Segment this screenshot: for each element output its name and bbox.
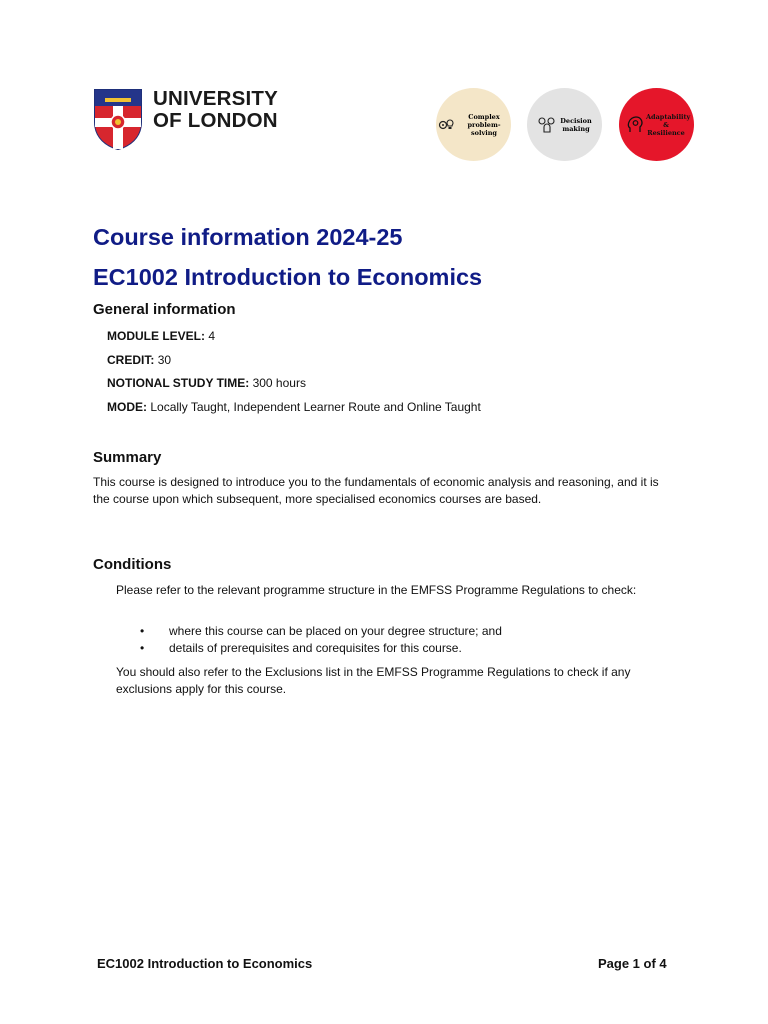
- logo-line-1: UNIVERSITY: [153, 87, 279, 110]
- mode-value: Locally Taught, Independent Learner Route and Online Taught: [150, 400, 481, 414]
- module-level-row: [107, 329, 215, 343]
- badge-adaptability-resilience: [619, 88, 694, 161]
- crest-icon: [93, 88, 143, 150]
- summary-text: This course is designed to introduce you to the fundamentals of economic analysis and reasoning, and it is the course upon which subsequent, more specialised economics courses are based.: [93, 475, 659, 506]
- study-time-value: 300 hours: [252, 376, 306, 390]
- badge-label: Complex problem-solving: [467, 112, 501, 137]
- module-level-label: MODULE LEVEL:: [107, 329, 205, 343]
- module-level-value: 4: [208, 329, 216, 343]
- conditions-intro: Please refer to the relevant programme structure in the EMFSS Programme Regulations to check:: [116, 583, 637, 597]
- general-info-heading: General information: [93, 301, 236, 318]
- credit-row: [107, 353, 171, 367]
- gears-bulb-icon: [438, 117, 456, 133]
- footer-page-number: Page 1 of 4: [598, 956, 667, 971]
- list-item: [140, 624, 502, 638]
- list-item-text: details of prerequisites and corequisites for this course.: [169, 641, 462, 655]
- summary-heading: Summary: [93, 449, 162, 466]
- head-gear-icon: [627, 116, 643, 134]
- mode-row: [107, 400, 481, 414]
- page-title: Course information 2024-25: [93, 224, 403, 250]
- bullet-icon: •: [140, 641, 145, 655]
- credit-label: CREDIT:: [107, 353, 155, 367]
- badge-label: Decision making: [560, 116, 592, 133]
- footer-course: EC1002 Introduction to Economics: [97, 956, 313, 971]
- study-time-label: NOTIONAL STUDY TIME:: [107, 376, 250, 390]
- list-item: [140, 641, 462, 655]
- logo-wordmark: [153, 88, 278, 132]
- mode-label: MODE:: [107, 400, 147, 414]
- badge-label: Adaptability & Resilience: [646, 112, 691, 137]
- badge-decision-making: [527, 88, 602, 161]
- logo-line-2: OF LONDON: [153, 109, 278, 132]
- conditions-heading: Conditions: [93, 556, 172, 573]
- conditions-outro: You should also refer to the Exclusions list in the EMFSS Programme Regulations to check if any exclusions apply for this course.: [116, 665, 631, 696]
- list-item-text: where this course can be placed on your degree structure; and: [169, 624, 502, 638]
- bullet-icon: •: [140, 624, 145, 638]
- badge-complex-problem-solving: [436, 88, 511, 161]
- course-title: EC1002 Introduction to Economics: [93, 264, 483, 290]
- credit-value: 30: [157, 353, 172, 367]
- study-time-row: [107, 376, 306, 390]
- decision-icon: [537, 116, 557, 134]
- university-logo: [93, 88, 288, 150]
